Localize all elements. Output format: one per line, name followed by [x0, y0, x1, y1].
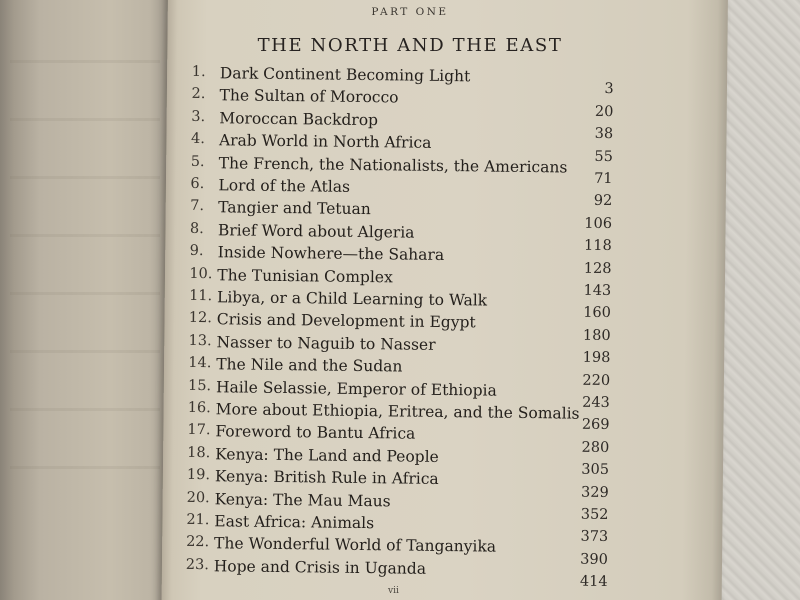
chapter-title: Hope and Crisis in Uganda	[213, 557, 427, 578]
chapter-page-number: 269	[581, 417, 610, 434]
chapter-number: 12.	[188, 310, 213, 327]
chapter-number: 13.	[188, 332, 212, 349]
chapter-page-number: 118	[583, 237, 612, 255]
chapter-title: Nasser to Naguib to Nasser	[216, 333, 436, 354]
chapter-title: The Wonderful World of Tanganyika	[213, 534, 497, 557]
chapter-page-number: 280	[581, 439, 610, 456]
chapter-title: Crisis and Development in Egypt	[216, 310, 476, 332]
chapter-title: Dark Continent Becoming Light	[219, 64, 471, 86]
chapter-title: Libya, or a Child Learning to Walk	[216, 288, 488, 310]
chapter-title: The French, the Nationalists, the Americans	[218, 153, 568, 177]
chapter-title: Arab World in North Africa	[218, 131, 432, 153]
chapter-page-number: 92	[593, 193, 613, 210]
chapter-title: Moroccan Backdrop	[219, 109, 379, 129]
chapter-title: Kenya: The Mau Maus	[214, 489, 391, 510]
chapter-page-number: 390	[580, 551, 609, 568]
chapter-page-number: 143	[583, 282, 612, 300]
chapter-title: Kenya: The Land and People	[215, 445, 439, 466]
chapter-page-number: 180	[582, 327, 611, 344]
chapter-number: 23.	[185, 556, 209, 573]
chapter-number: 14.	[188, 355, 212, 372]
chapter-number: 15.	[187, 377, 212, 394]
chapter-number: 2.	[191, 86, 206, 103]
chapter-page-number: 414	[579, 573, 608, 591]
chapter-number: 10.	[189, 265, 213, 282]
chapter-page-number: 198	[582, 349, 611, 367]
chapter-number: 18.	[187, 444, 211, 461]
chapter-number: 6.	[190, 175, 205, 193]
chapter-number: 16.	[187, 399, 211, 417]
chapter-page-number: 352	[580, 506, 609, 524]
chapter-title: The Nile and the Sudan	[216, 355, 403, 376]
chapter-title: Kenya: British Rule in Africa	[214, 467, 439, 489]
chapter-number: 3.	[191, 108, 206, 125]
chapter-title: Haile Selassie, Emperor of Ethiopia	[215, 377, 497, 400]
chapter-number: 7.	[190, 198, 205, 215]
part-label: PART ONE	[371, 6, 449, 18]
chapter-title: The Sultan of Morocco	[219, 86, 399, 107]
chapter-page-number: 305	[581, 461, 610, 479]
chapter-page-number: 373	[580, 529, 609, 546]
chapter-title: Tangier and Tetuan	[218, 198, 371, 219]
chapter-number: 17.	[187, 422, 211, 439]
chapter-number: 1.	[191, 63, 206, 81]
chapter-page-number: 128	[583, 260, 612, 277]
chapter-page-number: 55	[594, 148, 613, 165]
chapter-number: 19.	[186, 467, 211, 484]
page-folio: vii	[388, 586, 399, 596]
chapter-number: 11.	[189, 287, 213, 305]
chapter-page-number: 71	[594, 170, 613, 188]
chapter-page-number: 243	[582, 394, 610, 412]
chapter-title: East Africa: Animals	[214, 512, 375, 533]
chapter-title: Lord of the Atlas	[218, 176, 351, 196]
chapter-number: 8.	[189, 220, 204, 237]
section-title: THE NORTH AND THE EAST	[257, 35, 563, 56]
chapter-page-number: 3	[604, 81, 614, 98]
chapter-title: More about Ethiopia, Eritrea, and the Somalis	[215, 400, 580, 423]
chapter-page-number: 329	[580, 484, 609, 501]
chapter-number: 22.	[186, 534, 210, 551]
chapter-page-number: 106	[584, 215, 613, 232]
chapter-page-number: 38	[594, 126, 614, 143]
chapter-page-number: 20	[594, 103, 614, 120]
chapter-title: Brief Word about Algeria	[217, 221, 415, 242]
chapter-page-number: 220	[582, 372, 611, 389]
chapter-number: 20.	[186, 489, 210, 506]
chapter-title: Foreword to Bantu Africa	[215, 422, 416, 444]
chapter-number: 4.	[190, 131, 205, 148]
chapter-title: The Tunisian Complex	[217, 265, 393, 286]
chapter-page-number: 160	[583, 305, 612, 322]
chapter-number: 21.	[186, 511, 210, 529]
chapter-number: 5.	[190, 153, 205, 170]
chapter-number: 9.	[189, 243, 204, 260]
chapter-title: Inside Nowhere—the Sahara	[217, 243, 445, 265]
